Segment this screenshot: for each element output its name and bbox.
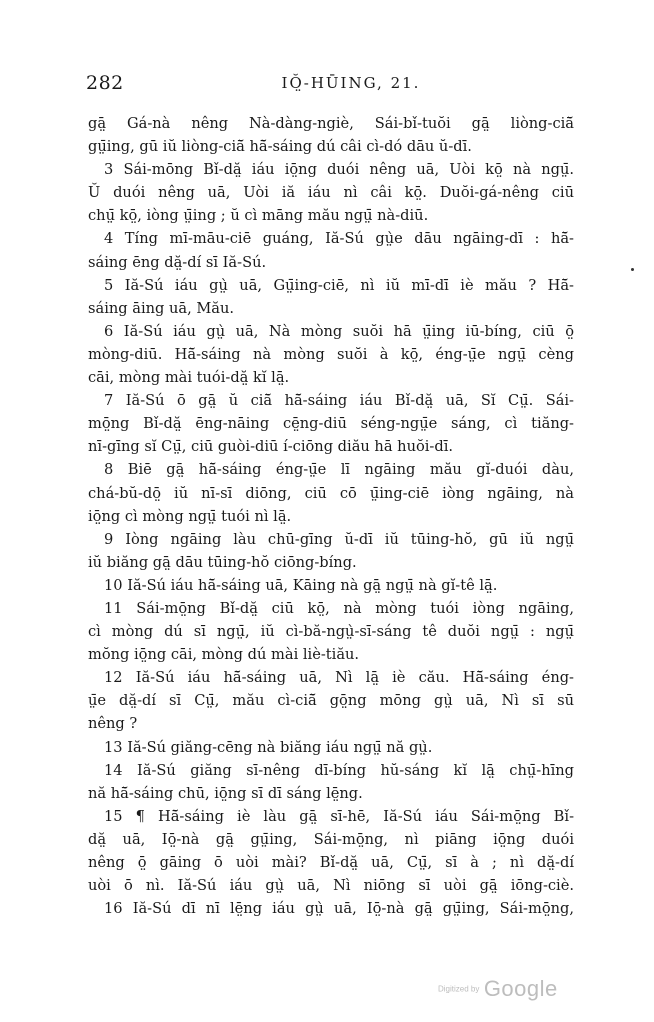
verse-line: 15 ¶ Hā̆-sáing iè làu gā̤ sī-hē, Iă-Sú iáu Sái-mō̤ng Bǐ- <box>104 807 574 825</box>
text-line: mŏng iō̤ng cāi, mòng dú mài liè-tiău. <box>88 646 360 664</box>
text-line: uòi ō nì. Iă-Sú iáu gṳ̀ uā, Nì niōng sī uòi gā̤ iōng-ciè. <box>88 877 574 895</box>
text-line: cāi, mòng mài tuói-dă̤ kĭ lā̤. <box>88 369 290 387</box>
verse-line: 11 Sái-mō̤ng Bǐ-dă̤ ciū kō̤, nà mòng tuói iòng ngāing, <box>104 599 574 617</box>
verse-line: 16 Iă-Sú dī nī lē̤ng iáu gṳ̀ uā, Iō̤-nà gā̤ gṳ̄ing, Sái-mō̤ng, <box>104 900 574 918</box>
text-line: gā̤ Gá-nà nêng Nà-dàng-ngiè, Sái-bǐ-tuŏi gā̤ liòng-ciā̆ <box>88 115 574 132</box>
verse-line: 12 Iă-Sú iáu hā̆-sáing uā, Nì lā̤ iè cău. Hā̆-sáing éng- <box>104 669 574 687</box>
google-watermark <box>438 976 558 1002</box>
watermark-prefix: Digitized by <box>438 984 480 994</box>
text-line: mòng-diū. Hā̆-sáing nà mòng suŏi à kō̤, éng-ṳ̄e ngṳ̄ cèng <box>88 345 574 363</box>
text-line: chá-bŭ-dō̤ iŭ nī-sī diōng, ciū cō ṳ̄ing-ciē iòng ngāing, nà <box>88 484 574 502</box>
verse-line: 10 Iă-Sú iáu hā̆-sáing uā, Kāing nà gā̤ ngṳ̄ nà gĭ-tê lā̤. <box>104 576 498 594</box>
text-line: nêng ? <box>88 715 138 733</box>
text-line: nī-gīng sĭ Cṳ̄, ciū guòi-diū í-ciōng diău hā huŏi-dī. <box>88 438 454 456</box>
text-line: sáing āing uā, Mău. <box>88 299 235 317</box>
text-line: gṳ̄ing, gū iŭ liòng-ciā̆ hā̆-sáing dú câi cì-dó dāu ŭ-dī. <box>88 138 472 156</box>
text-line: dă̤ uā, Iō̤-nà gā̤ gṳ̄ing, Sái-mō̤ng, nì piāng iō̤ng duói <box>88 830 574 848</box>
text-line: chṳ̄ kō̤, iòng ṳ̄ing ; ŭ cì māng mău ngṳ̄ nà-diū. <box>88 207 429 225</box>
running-head: IŎ̤-HŪING, 21. <box>281 74 421 92</box>
text-line: nă hā̆-sáing chū, iō̤ng sī dī sáng lē̤ng. <box>88 784 363 802</box>
text-line: ṳ̄e dă̤-dí sī Cṳ̄, mău cì-ciā̆ gō̤ng mōng gṳ̀ uā, Nì sī sū <box>88 692 574 710</box>
text-line: iŭ biăng gā̤ dāu tūing-hŏ ciōng-bíng. <box>88 553 357 571</box>
text-line: sáing ēng dă̤-dí sī Iă-Sú. <box>88 253 267 271</box>
text-line: Ŭ duói nêng uā, Uòi iă iáu nì câi kō̤. Duŏi-gá-nêng ciū <box>88 184 574 202</box>
verse-line: 5 Iă-Sú iáu gṳ̀ uā, Gṳ̄ing-ciē, nì iŭ mī-dī iè mău ? Hā̆- <box>104 276 574 294</box>
verse-line: 13 Iă-Sú giăng-cēng nà biăng iáu ngṳ̄ nă gṳ̀. <box>104 738 433 756</box>
page-number: 282 <box>86 72 124 94</box>
text-line: cì mòng dú sī ngṳ̄, iŭ cì-bă-ngṳ̀-sī-sáng tê duŏi ngṳ̄ : ngṳ̄ <box>88 623 574 641</box>
google-logo: Google <box>483 976 558 1001</box>
verse-line: 3 Sái-mōng Bǐ-dă̤ iáu iō̤ng duói nêng uā, Uòi kō̤ nà ngṳ̄. <box>104 161 574 179</box>
verse-line: 9 Iòng ngāing làu chū-gīng ŭ-dī iŭ tūing-hŏ, gū iŭ ngṳ̄ <box>104 530 574 548</box>
verse-line: 6 Iă-Sú iáu gṳ̀ uā, Nà mòng suŏi hā ṳ̄ing iū-bíng, ciū ō̤ <box>104 322 574 340</box>
text-line: nêng ō̤ gāing ō uòi mài? Bǐ-dă̤ uā, Cṳ̄, sī à ; nì dă̤-dí <box>88 854 574 871</box>
page-header <box>86 72 586 102</box>
text-line: iō̤ng cì mòng ngṳ̄ tuói nì lā̤. <box>88 507 292 525</box>
text-line: mō̤ng Bǐ-dă̤ ēng-nāing cē̤ng-diū séng-ngṳ̄e sáng, cì tiăng- <box>88 415 574 433</box>
verse-line: 14 Iă-Sú giăng sī-nêng dī-bíng hŭ-sáng kĭ lā̤ chṳ̄-hīng <box>104 761 574 779</box>
body-text <box>88 112 574 920</box>
verse-line: 4 Tíng mī-māu-ciē guáng, Iă-Sú gṳ̀e dāu ngāing-dī : hā̆- <box>104 230 574 248</box>
verse-line: 8 Biē gā̤ hā̆-sáing éng-ṳ̄e lī ngāing mău gĭ-duói dàu, <box>104 461 574 479</box>
ink-speck <box>631 268 634 271</box>
verse-line: 7 Iă-Sú ō gā̤ ŭ ciā̆ hā̆-sáing iáu Bǐ-dă̤ uā, Sĭ Cṳ̄. Sái- <box>104 392 574 410</box>
